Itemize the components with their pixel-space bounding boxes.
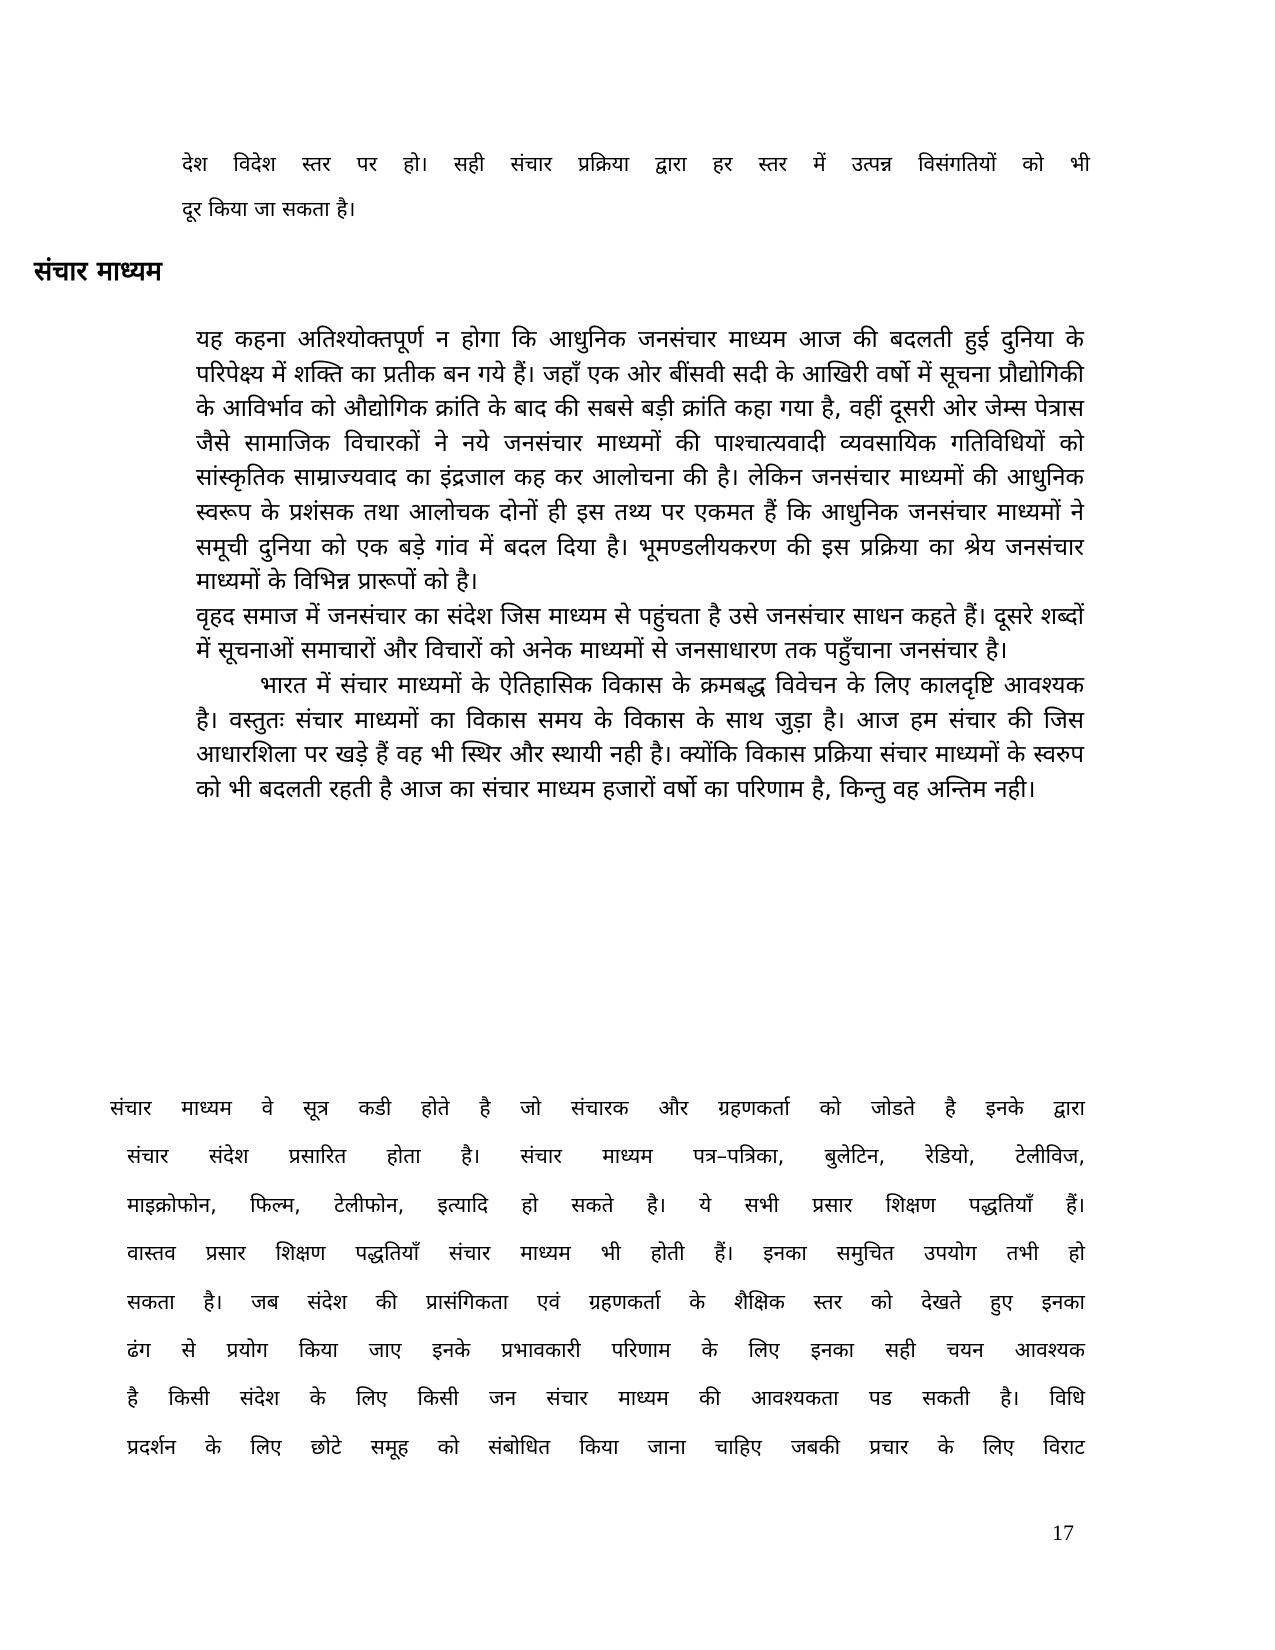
paragraph-line: संचार माध्यम वे सूत्र कडी होते है जो संचारक और ग्रहणकर्ता को जोडते है इनके द्वारा bbox=[110, 1096, 1085, 1120]
paragraph-line: दूर किया जा सकता है। bbox=[182, 197, 356, 221]
paragraph-line: ढंग से प्रयोग किया जाए इनके प्रभावकारी परिणाम के लिए इनका सही चयन आवश्यक bbox=[127, 1338, 1085, 1363]
section-body bbox=[196, 322, 1084, 806]
lower-paragraph bbox=[110, 1084, 1085, 1471]
body-paragraph: यह कहना अतिश्योक्तपूर्ण न होगा कि आधुनिक जनसंचार माध्यम आज की बदलती हुई दुनिया के परिपेक्ष्य में शक्ति का प्रतीक बन गये हैं। जहाँ एक ओर बींसवी सदी के आखिरी वर्षो में सूचना प्रौद्योगिकी के आविर्भाव को औद्योगिक क्रांति के बाद की सबसे बड़ी क्रांति कहा गया है, वहीं दूसरी ओर जेम्स पेत्रास जैसे सामाजिक विचारकों ने नये जनसंचार माध्यमों की पाश्चात्यवादी व्यवसायिक गतिविधियों को सांस्कृतिक साम्राज्यवाद का इंद्रजाल कह कर आलोचना की है। लेकिन जनसंचार माध्यमों की आधुनिक स्वरूप के प्रशंसक तथा आलोचक दोनों ही इस तथ्य पर एकमत हैं कि आधुनिक जनसंचार माध्यमों ने समूची दुनिया को एक बड़े गांव में बदल दिया है। भूमण्डलीयकरण की इस प्रक्रिया का श्रेय जनसंचार माध्यमों के विभिन्न प्रारूपों को है। bbox=[196, 325, 1084, 596]
page-number: 17 bbox=[1052, 1520, 1074, 1545]
paragraph-line: है किसी संदेश के लिए किसी जन संचार माध्यम की आवश्यकता पड सकती है। विधि bbox=[127, 1386, 1085, 1411]
paragraph-line: माइक्रोफोन, फिल्म, टेलीफोन, इत्यादि हो सकते है। ये सभी प्रसार शिक्षण पद्धतियाँ हैं। bbox=[127, 1192, 1085, 1217]
paragraph-line: वास्तव प्रसार शिक्षण पद्धतियाँ संचार माध्यम भी होती हैं। इनका समुचित उपयोग तभी हो bbox=[127, 1241, 1085, 1266]
body-paragraph: वृहद समाज में जनसंचार का संदेश जिस माध्यम से पहुंचता है उसे जनसंचार साधन कहते हैं। दूसरे शब्दों में सूचनाओं समाचारों और विचारों को अनेक माध्यमों से जनसाधारण तक पहुँचाना जनसंचार है। bbox=[196, 601, 1084, 665]
section-heading: संचार माध्यम bbox=[34, 256, 162, 287]
paragraph-line: प्रदर्शन के लिए छोटे समूह को संबोधित किया जाना चाहिए जबकी प्रचार के लिए विराट bbox=[127, 1434, 1085, 1459]
paragraph-line: संचार संदेश प्रसारित होता है। संचार माध्यम पत्र–पत्रिका, बुलेटिन, रेडियो, टेलीविज, bbox=[127, 1144, 1085, 1169]
body-paragraph: भारत में संचार माध्यमों के ऐतिहासिक विकास के क्रमबद्ध विवेचन के लिए कालदृष्टि आवश्यक है। वस्तुतः संचार माध्यमों का विकास समय के विकास के साथ जुड़ा है। आज हम संचार की जिस आधारशिला पर खड़े हैं वह भी स्थिर और स्थायी नही है। क्योंकि विकास प्रक्रिया संचार माध्यमों के स्वरुप को भी बदलती रहती है आज का संचार माध्यम हजारों वर्षो का परिणाम है, किन्तु वह अन्तिम नही। bbox=[196, 670, 1084, 803]
continuation-paragraph bbox=[182, 142, 1090, 232]
paragraph-line: सकता है। जब संदेश की प्रासंगिकता एवं ग्रहणकर्ता के शैक्षिक स्तर को देखते हुए इनका bbox=[127, 1289, 1085, 1314]
paragraph-line: देश विदेश स्तर पर हो। सही संचार प्रक्रिया द्वारा हर स्तर में उत्पन्न विसंगतियों को भी bbox=[182, 152, 1090, 176]
